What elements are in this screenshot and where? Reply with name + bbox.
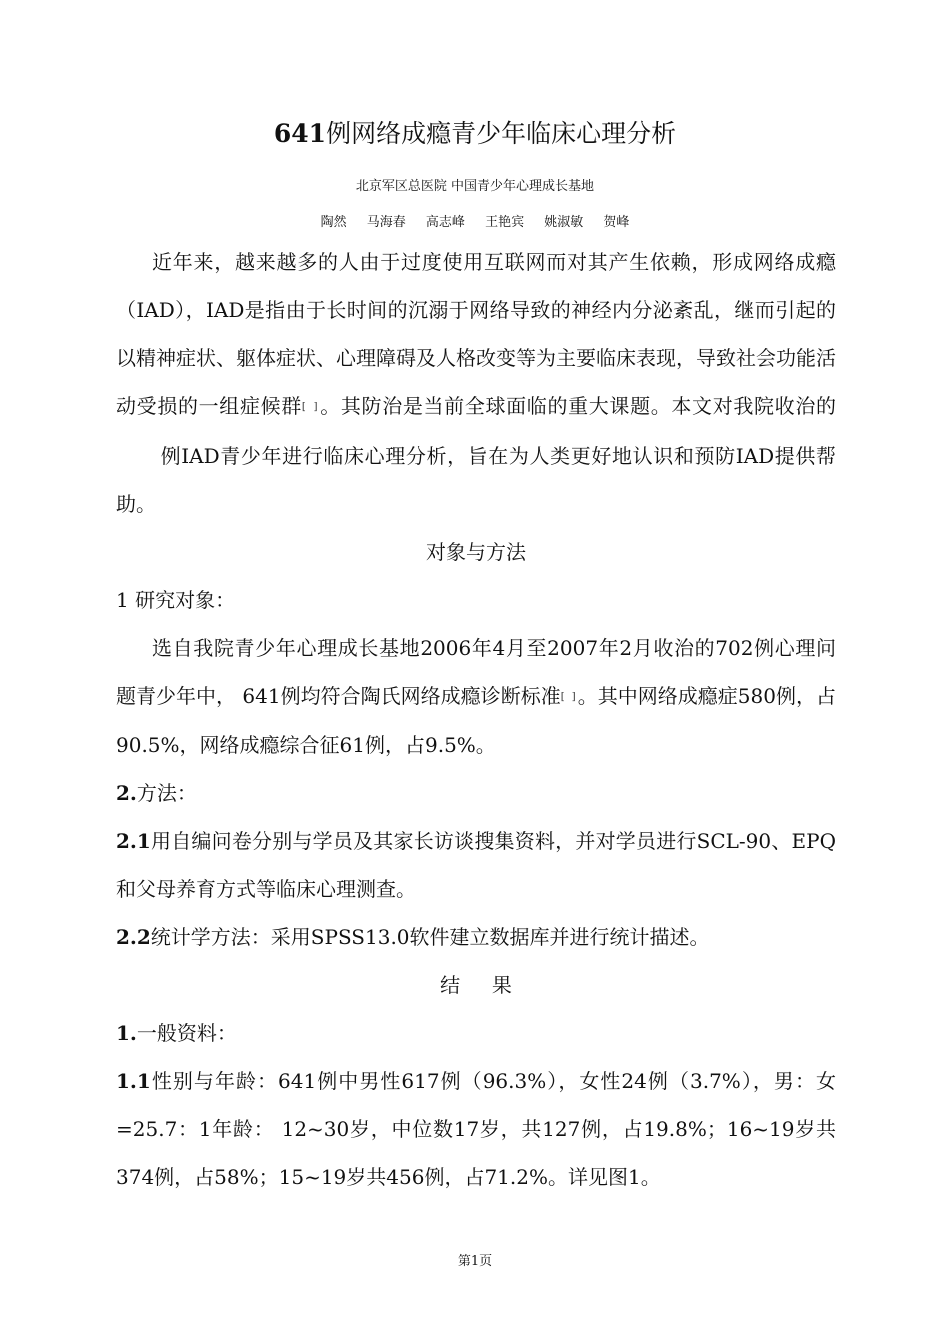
subjects-paragraph xyxy=(116,624,836,770)
section-number: 1. xyxy=(116,1021,137,1045)
subjects-text-a: 选自我院青少年心理成长基地2006年4月至2007年2月收治的702例心理问题青少年中， 641例均符合陶氏网络成瘾诊断标准 xyxy=(116,635,836,708)
section-number: 2. xyxy=(116,781,137,805)
author-name: 王艳宾 xyxy=(485,215,525,230)
author-name: 贺峰 xyxy=(603,215,630,230)
section-number: 1.1 xyxy=(116,1069,151,1093)
methods-paragraph-2-2 xyxy=(116,913,836,961)
results-text: 性别与年龄：641例中男性617例（96.3%），女性24例（3.7%），男：女=25.7：1年龄： 12~30岁，中位数17岁，共127例，占19.8%；16~19岁共374例，占58%；15~19岁共456例，占71.2%。详见图1。 xyxy=(116,1069,836,1189)
intro-text-b: 。其防治是当前全球面临的重大课题。本文对我院收治的 xyxy=(319,394,837,418)
citation-ref[interactable]: [ ] xyxy=(301,401,320,413)
section-number: 2.2 xyxy=(116,925,151,949)
author-name: 高志峰 xyxy=(425,215,465,230)
author-name: 陶然 xyxy=(320,215,347,230)
citation-ref[interactable]: [ ] xyxy=(560,691,578,702)
intro-paragraph xyxy=(116,238,836,528)
page-number: 第1页 xyxy=(457,1254,493,1269)
title-number: 641 xyxy=(273,119,327,148)
methods-paragraph-2-1 xyxy=(116,817,836,913)
methods-text: 用自编问卷分别与学员及其家长访谈搜集资料，并对学员进行SCL-90、EPQ和父母养育方式等临床心理测查。 xyxy=(116,829,836,901)
subsection-heading-methods xyxy=(116,769,836,817)
statistics-text: 统计学方法：采用SPSS13.0软件建立数据库并进行统计描述。 xyxy=(150,925,710,949)
section-label: 方法： xyxy=(136,781,197,805)
section-number: 2.1 xyxy=(116,829,151,853)
subsection-heading-subjects: 1 研究对象： xyxy=(116,587,236,612)
section-heading-results: 结 果 xyxy=(440,973,512,997)
author-list xyxy=(0,213,950,233)
section-label: 一般资料： xyxy=(136,1021,237,1045)
subsection-heading-general xyxy=(116,1009,836,1057)
title-text: 例网络成瘾青少年临床心理分析 xyxy=(326,119,677,148)
subjects-text-b: 。其中网络成瘾症580例，占90.5%，网络成瘾综合征61例，占9.5%。 xyxy=(116,683,836,757)
author-affiliation: 北京军区总医院 中国青少年心理成长基地 xyxy=(355,179,595,194)
author-name: 马海春 xyxy=(366,215,406,230)
intro-text-a: 近年来，越来越多的人由于过度使用互联网而对其产生依赖，形成网络成瘾（IAD），IAD是指由于长时间的沉溺于网络导致的神经内分泌紊乱，继而引起的以精神症状、躯体症状、心理障碍及人格改变等为主要临床表现，导致社会功能活动受损的一组症候群 xyxy=(116,250,836,418)
intro-text-c: 例IAD青少年进行临床心理分析，旨在为人类更好地认识和预防IAD提供帮助。 xyxy=(116,443,836,516)
document-title xyxy=(0,114,950,154)
author-name: 姚淑敏 xyxy=(544,215,584,230)
results-paragraph-1-1 xyxy=(116,1057,836,1201)
section-heading-methods: 对象与方法 xyxy=(426,539,526,564)
document-body xyxy=(116,238,836,1201)
